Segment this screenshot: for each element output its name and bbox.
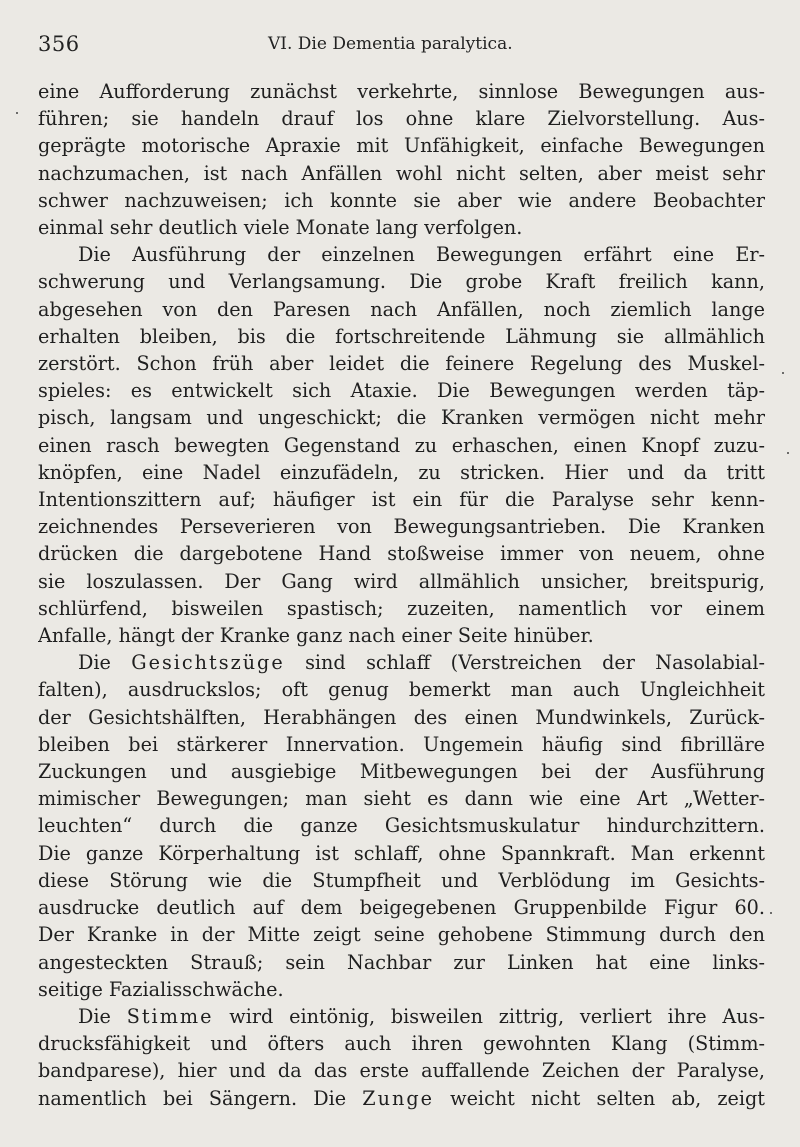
- text-line: ausdrucke deutlich auf dem beigegebenen Gruppenbilde Figur 60.: [38, 896, 765, 920]
- text-line: schlürfend, bisweilen spastisch; zuzeiten, namentlich vor einem: [38, 596, 765, 620]
- paragraph-1: [38, 78, 765, 241]
- paragraph-4: [38, 1003, 765, 1112]
- text-line: schwerung und Verlangsamung. Die grobe Kraft freilich kann,: [38, 270, 765, 294]
- text-line: diese Störung wie die Stumpfheit und Verblödung im Gesichts-: [38, 868, 765, 892]
- text-line: zerstört. Schon früh aber leidet die feinere Regelung des Muskel-: [38, 352, 765, 376]
- text-line: drucksfähigkeit und öfters auch ihren gewohnten Klang (Stimm-: [38, 1032, 765, 1056]
- running-title: VI. Die Dementia paralytica.: [268, 34, 513, 54]
- spaced-term: Stimme: [126, 1004, 214, 1028]
- text-line: schwer nachzuweisen; ich konnte sie aber wie andere Beobachter: [38, 188, 765, 212]
- text-line: abgesehen von den Paresen nach Anfällen, noch ziemlich lange: [38, 297, 765, 321]
- line-rest: sind schlaff (Verstreichen der Nasolabial-: [305, 651, 765, 675]
- spaced-term: Gesichtszüge: [131, 651, 285, 675]
- print-speck: [770, 912, 772, 914]
- text-line: pisch, langsam und ungeschickt; die Kranken vermögen nicht mehr: [38, 406, 765, 430]
- text-line: erhalten bleiben, bis die fortschreitende Lähmung sie allmählich: [38, 324, 765, 348]
- text-line: einmal sehr deutlich viele Monate lang verfolgen.: [38, 216, 523, 240]
- text-line: sie loszulassen. Der Gang wird allmählich unsicher, breitspurig,: [38, 569, 765, 593]
- text-line: drücken die dargebotene Hand stoßweise immer von neuem, ohne: [38, 542, 765, 566]
- text-line: führen; sie handeln drauf los ohne klare Zielvorstellung. Aus-: [38, 107, 765, 131]
- text-line: geprägte motorische Apraxie mit Unfähigkeit, einfache Bewegungen: [38, 134, 765, 158]
- text-line: Anfalle, hängt der Kranke ganz nach einer Seite hinüber.: [38, 624, 594, 648]
- page-header: [38, 32, 768, 60]
- text-line: leuchten“ durch die ganze Gesichtsmuskulatur hindurchzittern.: [38, 814, 765, 838]
- paragraph-lead: Die: [78, 651, 111, 675]
- text-line: seitige Fazialisschwäche.: [38, 977, 284, 1001]
- text-line: Die ganze Körperhaltung ist schlaff, ohne Spannkraft. Man erkennt: [38, 841, 765, 865]
- text-line: Der Kranke in der Mitte zeigt seine gehobene Stimmung durch den: [38, 923, 765, 947]
- text-line: Intentionszittern auf; häufiger ist ein für die Paralyse sehr kenn-: [38, 488, 765, 512]
- text-line: angesteckten Strauß; sein Nachbar zur Linken hat eine links-: [38, 950, 765, 974]
- text-line: falten), ausdruckslos; oft genug bemerkt man auch Ungleichheit: [38, 678, 765, 702]
- text-line: zeichnendes Perseverieren von Bewegungsantrieben. Die Kranken: [38, 515, 765, 539]
- line-prefix: namentlich bei Sängern. Die: [38, 1086, 347, 1110]
- text-line: Zuckungen und ausgiebige Mitbewegungen bei der Ausführung: [38, 760, 765, 784]
- text-line: der Gesichtshälften, Herabhängen des einen Mundwinkels, Zurück-: [38, 705, 765, 729]
- text-line: nachzumachen, ist nach Anfällen wohl nicht selten, aber meist sehr: [38, 161, 765, 185]
- text-line: eine Aufforderung zunächst verkehrte, sinnlose Bewegungen aus-: [38, 80, 765, 103]
- text-line: bleiben bei stärkerer Innervation. Ungemein häufig sind fibrilläre: [38, 732, 765, 756]
- print-speck: [16, 112, 18, 114]
- paragraph-2: [38, 241, 765, 649]
- text-line: mimischer Bewegungen; man sieht es dann wie eine Art „Wetter-: [38, 787, 765, 811]
- line-rest: wird eintönig, bisweilen zittrig, verliert ihre Aus-: [229, 1004, 765, 1028]
- text-line: bandparese), hier und da das erste auffallende Zeichen der Paralyse,: [38, 1059, 765, 1083]
- text-line: [38, 1003, 765, 1030]
- print-speck: [787, 452, 789, 454]
- page-number: 356: [38, 32, 80, 56]
- line-rest: weicht nicht selten ab, zeigt: [450, 1086, 765, 1110]
- paragraph-lead: Die: [78, 1004, 111, 1028]
- print-speck: [782, 372, 784, 374]
- text-line: [38, 1085, 765, 1112]
- text-line: Die Ausführung der einzelnen Bewegungen erfährt eine Er-: [78, 243, 765, 267]
- text-line: einen rasch bewegten Gegenstand zu erhaschen, einen Knopf zuzu-: [38, 433, 765, 457]
- text-line: knöpfen, eine Nadel einzufädeln, zu stricken. Hier und da tritt: [38, 460, 765, 484]
- spaced-term: Zunge: [362, 1086, 434, 1110]
- text-line: spieles: es entwickelt sich Ataxie. Die Bewegungen werden täp-: [38, 379, 765, 403]
- body-text: [38, 78, 765, 1112]
- paragraph-3: [38, 649, 765, 1003]
- text-line: [38, 649, 765, 676]
